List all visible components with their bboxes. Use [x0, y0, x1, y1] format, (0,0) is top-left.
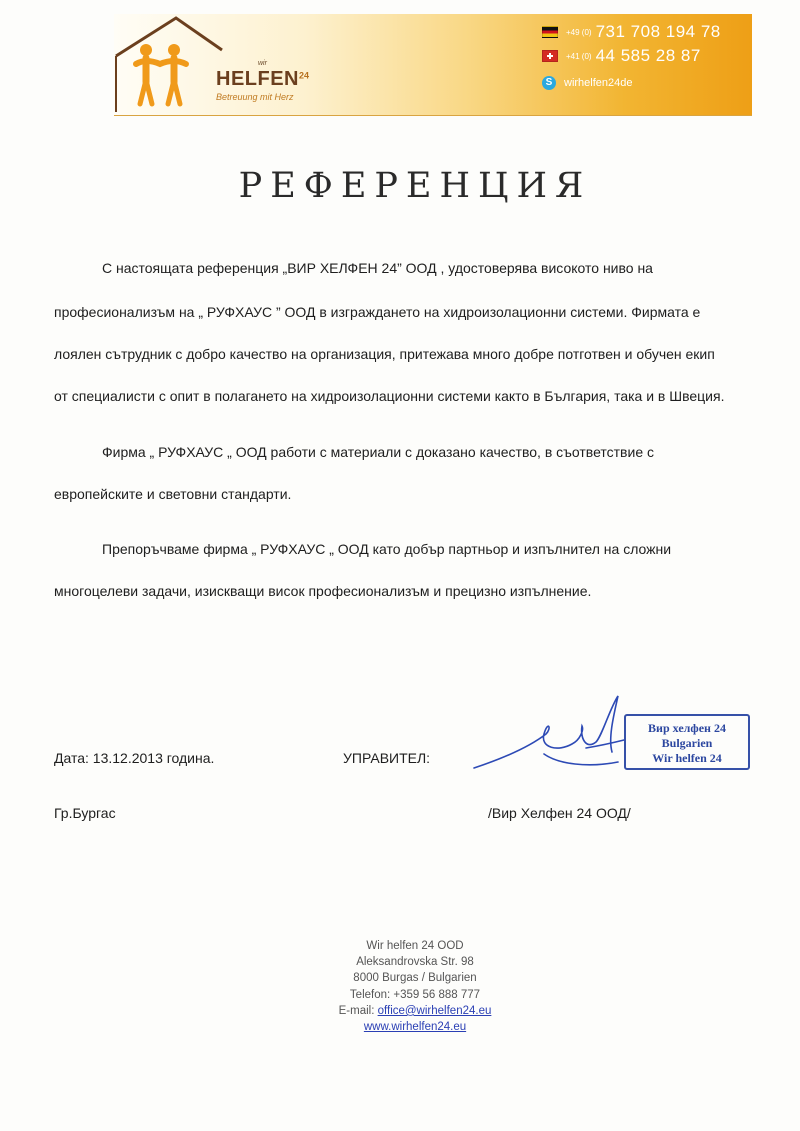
footer-phone: Telefon: +359 56 888 777: [349, 988, 481, 1001]
company-stamp: [624, 714, 750, 770]
contact-phone-germany: [542, 22, 721, 42]
contact-skype: [542, 76, 633, 90]
flag-switzerland-icon: [542, 50, 558, 62]
logo-24: 24: [299, 70, 310, 81]
skype-icon: S: [542, 76, 556, 90]
footer-address: [270, 938, 560, 1035]
date-line: Дата: 13.12.2013 година.: [54, 750, 215, 766]
website-link[interactable]: www.wirhelfen24.eu: [363, 1021, 467, 1034]
body-line: Фирма „ РУФХАУС „ ООД работи с материали с доказано качество, в съответствие с: [102, 444, 654, 460]
footer-company: Wir helfen 24 OOD: [366, 940, 464, 952]
body-line: професионализъм на „ РУФХАУС ” ООД в изграждането на хидроизолационни системи. Фирмата е: [54, 304, 701, 320]
logo-wir-text: wir: [258, 60, 267, 67]
footer-email-label: E-mail:: [338, 1004, 375, 1017]
phone-code: +41 (0): [566, 51, 592, 61]
footer-email-row: [270, 1003, 560, 1019]
logo-name: HELFEN: [216, 68, 299, 90]
city-line: Гр.Бургас: [54, 805, 116, 821]
body-line: европейските и световни стандарти.: [54, 486, 292, 502]
email-link[interactable]: office@wirhelfen24.eu: [377, 1004, 492, 1017]
skype-id: wirhelfen24de: [564, 77, 633, 89]
stamp-line: Bulgarien: [661, 736, 713, 750]
logo-house-icon: [114, 14, 224, 114]
body-line: от специалисти с опит в полагането на хидроизолационни системи както в България, така и в Швеция.: [54, 388, 725, 404]
body-line: лоялен сътрудник с добро качество на организация, притежава много добре потготвен и обучен екип: [54, 346, 715, 362]
document-title: РЕФЕРЕНЦИЯ: [238, 166, 592, 206]
phone-number: 731 708 194 78: [595, 22, 721, 41]
footer-street: Aleksandrovska Str. 98: [356, 956, 474, 969]
footer-city: 8000 Burgas / Bulgarien: [353, 972, 477, 985]
stamp-line: Wir helfen 24: [652, 751, 722, 765]
company-signature-name: /Вир Хелфен 24 ООД/: [488, 805, 631, 821]
body-line: Препоръчваме фирма „ РУФХАУС „ ООД като добър партньор и изпълнител на сложни: [102, 541, 672, 557]
logo-slogan: Betreuung mit Herz: [216, 92, 294, 102]
company-logo: [216, 60, 310, 102]
manager-label: УПРАВИТЕЛ:: [343, 750, 431, 766]
body-line: С настоящата референция „ВИР ХЕЛФЕН 24” ООД , удостоверява високото ниво на: [102, 260, 653, 276]
phone-number: 44 585 28 87: [595, 46, 701, 65]
phone-code: +49 (0): [566, 27, 592, 37]
contact-phone-switzerland: [542, 46, 701, 66]
stamp-line: Вир хелфен 24: [648, 721, 726, 735]
flag-germany-icon: [542, 26, 558, 38]
body-line: многоцелеви задачи, изискващи висок професионализъм и прецизно изпълнение.: [54, 583, 592, 599]
letterhead-banner: [114, 14, 752, 116]
handwritten-signature: [468, 690, 628, 780]
